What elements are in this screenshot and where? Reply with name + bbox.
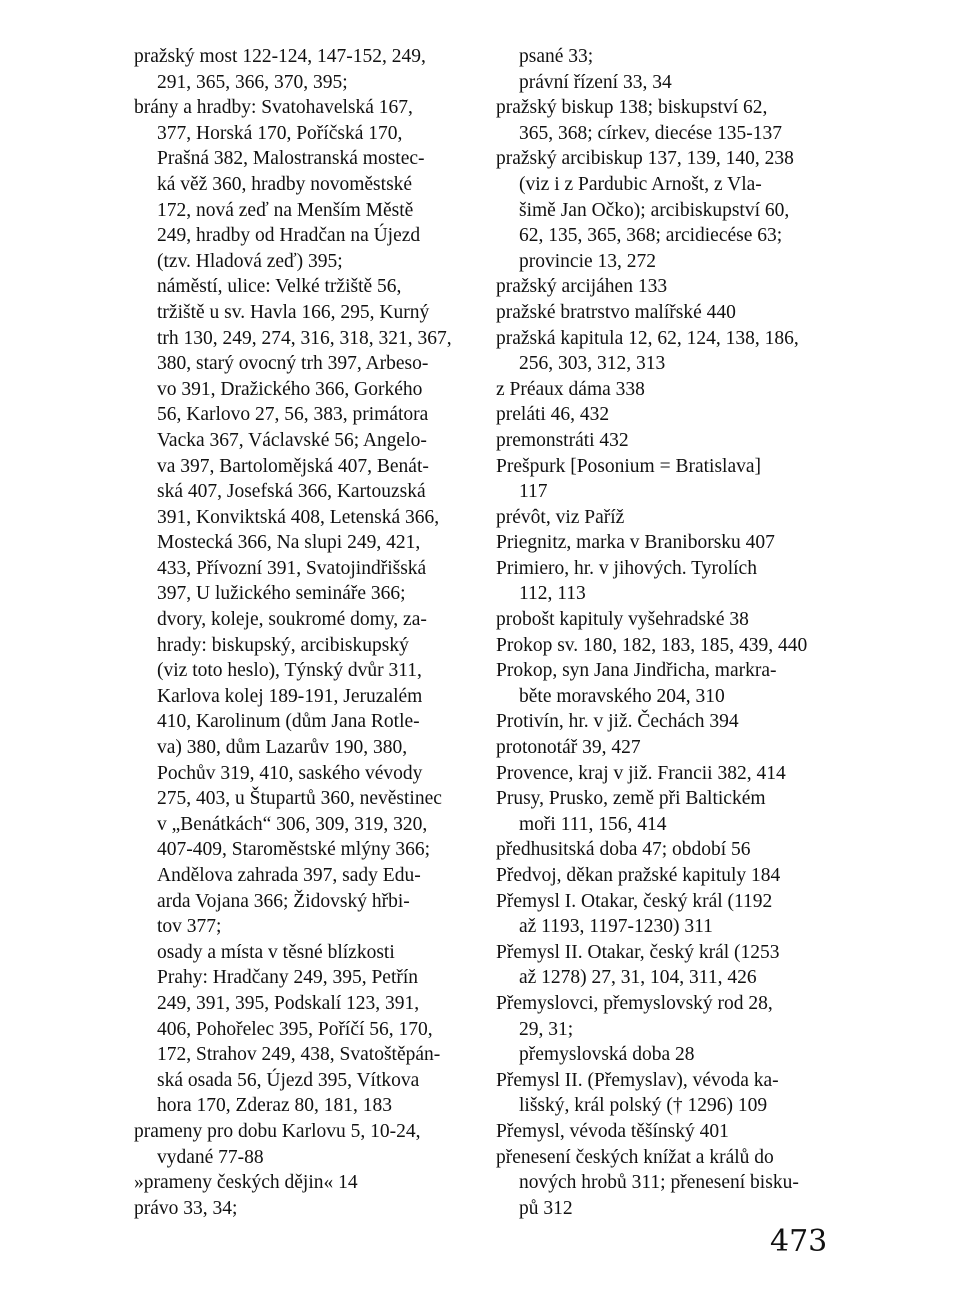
index-line: vydané 77-88 [157, 1146, 264, 1168]
index-line: 172, nová zeď na Menším Městě [157, 199, 414, 221]
index-line: vo 391, Dražického 366, Gorkého [157, 378, 423, 400]
index-line: pražský most 122-124, 147-152, 249, [134, 46, 426, 67]
index-line: 410, Karolinum (dům Jana Rotle- [157, 711, 420, 733]
index-line: Prašná 382, Malostranská mostec- [157, 148, 425, 170]
index-line: osady a místa v těsné blízkosti [157, 941, 395, 963]
index-line: psané 33; [519, 46, 594, 67]
index-line: náměstí, ulice: Velké tržiště 56, [157, 276, 402, 298]
index-line: Prusy, Prusko, země při Baltickém [496, 788, 766, 810]
index-line: (tzv. Hladová zeď) 395; [157, 250, 343, 272]
index-line: Primiero, hr. v jihových. Tyrolích [496, 557, 757, 579]
index-line: v „Benátkách“ 306, 309, 319, 320, [157, 813, 428, 835]
index-line: hora 170, Zderaz 80, 181, 183 [157, 1095, 393, 1117]
index-line: 249, 391, 395, Podskalí 123, 391, [157, 992, 420, 1014]
index-line: až 1193, 1197-1230) 311 [519, 916, 713, 938]
index-line: premonstráti 432 [496, 429, 629, 451]
index-line: probošt kapituly vyšehradské 38 [496, 609, 749, 631]
index-line: prévôt, viz Paříž [496, 506, 625, 528]
index-line: pražské bratrstvo malířské 440 [496, 301, 736, 323]
index-line: ská 407, Josefská 366, Kartouzská [157, 481, 426, 503]
index-line: přenesení českých knížat a králů do [496, 1146, 774, 1168]
index-line: 112, 113 [519, 583, 586, 605]
index-left-column [134, 44, 464, 1221]
index-line: ká věž 360, hradby novoměstské [157, 173, 413, 195]
index-line: lišský, král polský († 1296) 109 [519, 1095, 768, 1117]
index-line: 433, Přívozní 391, Svatojindřišská [157, 557, 427, 579]
index-line: hrady: biskupský, arcibiskupský [157, 634, 409, 656]
index-line: 117 [519, 481, 548, 503]
index-line: Přemysl II. (Přemyslav), vévoda ka- [496, 1069, 779, 1091]
index-line: Přemysl, vévoda těšínský 401 [496, 1120, 729, 1142]
index-line: Mostecká 366, Na slupi 249, 421, [157, 532, 421, 554]
page-number: 473 [770, 1224, 828, 1259]
index-line: 62, 135, 365, 368; arcidiecése 63; [519, 225, 783, 247]
index-line: va) 380, dům Lazarův 190, 380, [157, 737, 408, 759]
index-line: předhusitská doba 47; období 56 [496, 839, 751, 861]
index-line: Přemysl I. Otakar, český král (1192 [496, 890, 773, 912]
index-right-column [496, 44, 832, 1221]
index-line: prameny pro dobu Karlovu 5, 10-24, [134, 1120, 421, 1142]
index-line: preláti 46, 432 [496, 404, 610, 426]
index-line: dvory, koleje, soukromé domy, za- [157, 609, 427, 631]
index-line: (viz i z Pardubic Arnošt, z Vla- [519, 173, 762, 195]
index-line: právo 33, 34; [134, 1197, 238, 1219]
index-line: pražská kapitula 12, 62, 124, 138, 186, [496, 327, 799, 349]
index-line: 56, Karlovo 27, 56, 383, primátora [157, 404, 429, 426]
index-line: 365, 368; církev, diecése 135-137 [519, 122, 782, 144]
index-line: va 397, Bartolomějská 407, Benát- [157, 455, 429, 477]
index-line: 256, 303, 312, 313 [519, 353, 666, 375]
index-line: Prešpurk [Posonium = Bratislava] [496, 455, 762, 477]
index-line: Přemysl II. Otakar, český král (1253 [496, 941, 780, 963]
index-line: 391, Konviktská 408, Letenská 366, [157, 506, 440, 528]
index-line: Pochův 319, 410, saského vévody [157, 762, 423, 784]
index-line: Karlova kolej 189-191, Jeruzalém [157, 685, 423, 707]
index-line: z Préaux dáma 338 [496, 378, 645, 400]
index-line: ská osada 56, Újezd 395, Vítkova [157, 1069, 420, 1091]
index-line: protonotář 39, 427 [496, 737, 641, 759]
index-line: 249, hradby od Hradčan na Újezd [157, 225, 421, 247]
index-line: pražský arcijáhen 133 [496, 276, 668, 298]
index-line: 380, starý ovocný trh 397, Arbeso- [157, 353, 429, 375]
index-line: provincie 13, 272 [519, 250, 657, 272]
index-line: 377, Horská 170, Poříčská 170, [157, 122, 403, 144]
index-line: nových hrobů 311; přenesení bisku- [519, 1172, 799, 1194]
index-line: přemyslovská doba 28 [519, 1044, 695, 1066]
index-line: pražský biskup 138; biskupství 62, [496, 97, 768, 119]
index-line: tov 377; [157, 916, 222, 938]
index-line: arda Vojana 366; Židovský hřbi- [157, 890, 410, 912]
index-line: 172, Strahov 249, 438, Svatoštěpán- [157, 1044, 441, 1066]
index-line: pů 312 [519, 1197, 573, 1219]
index-line: Priegnitz, marka v Braniborsku 407 [496, 532, 775, 554]
index-line: Provence, kraj v již. Francii 382, 414 [496, 762, 786, 784]
index-line: běte moravského 204, 310 [519, 685, 725, 707]
index-line: Andělova zahrada 397, sady Edu- [157, 865, 421, 886]
index-line: 397, U lužického semináře 366; [157, 583, 406, 605]
index-line: trh 130, 249, 274, 316, 318, 321, 367, [157, 327, 452, 349]
index-line: pražský arcibiskup 137, 139, 140, 238 [496, 148, 794, 170]
index-line: Prokop, syn Jana Jindřicha, markra- [496, 660, 777, 682]
index-line: Vacka 367, Václavské 56; Angelo- [157, 429, 427, 451]
index-line: 29, 31; [519, 1018, 574, 1040]
index-line: moři 111, 156, 414 [519, 813, 667, 835]
index-line: Prokop sv. 180, 182, 183, 185, 439, 440 [496, 634, 808, 656]
index-line: šimě Jan Očko); arcibiskupství 60, [519, 199, 790, 221]
index-line: až 1278) 27, 31, 104, 311, 426 [519, 967, 757, 989]
index-line: 275, 403, u Štupartů 360, nevěstinec [157, 788, 442, 810]
index-line: 291, 365, 366, 370, 395; [157, 71, 348, 93]
index-line: Přemyslovci, přemyslovský rod 28, [496, 992, 773, 1014]
index-line: brány a hradby: Svatohavelská 167, [134, 97, 413, 119]
index-line: právní řízení 33, 34 [519, 71, 672, 93]
index-line: Prahy: Hradčany 249, 395, Petřín [157, 967, 419, 989]
index-line: 407-409, Staroměstské mlýny 366; [157, 839, 430, 861]
index-line: »prameny českých dějin« 14 [134, 1172, 358, 1194]
index-line: Předvoj, děkan pražské kapituly 184 [496, 865, 781, 886]
index-line: (viz toto heslo), Týnský dvůr 311, [157, 660, 422, 682]
index-line: tržiště u sv. Havla 166, 295, Kurný [157, 301, 430, 323]
index-line: 406, Pohořelec 395, Poříčí 56, 170, [157, 1018, 433, 1040]
index-line: Protivín, hr. v již. Čechách 394 [496, 711, 739, 733]
